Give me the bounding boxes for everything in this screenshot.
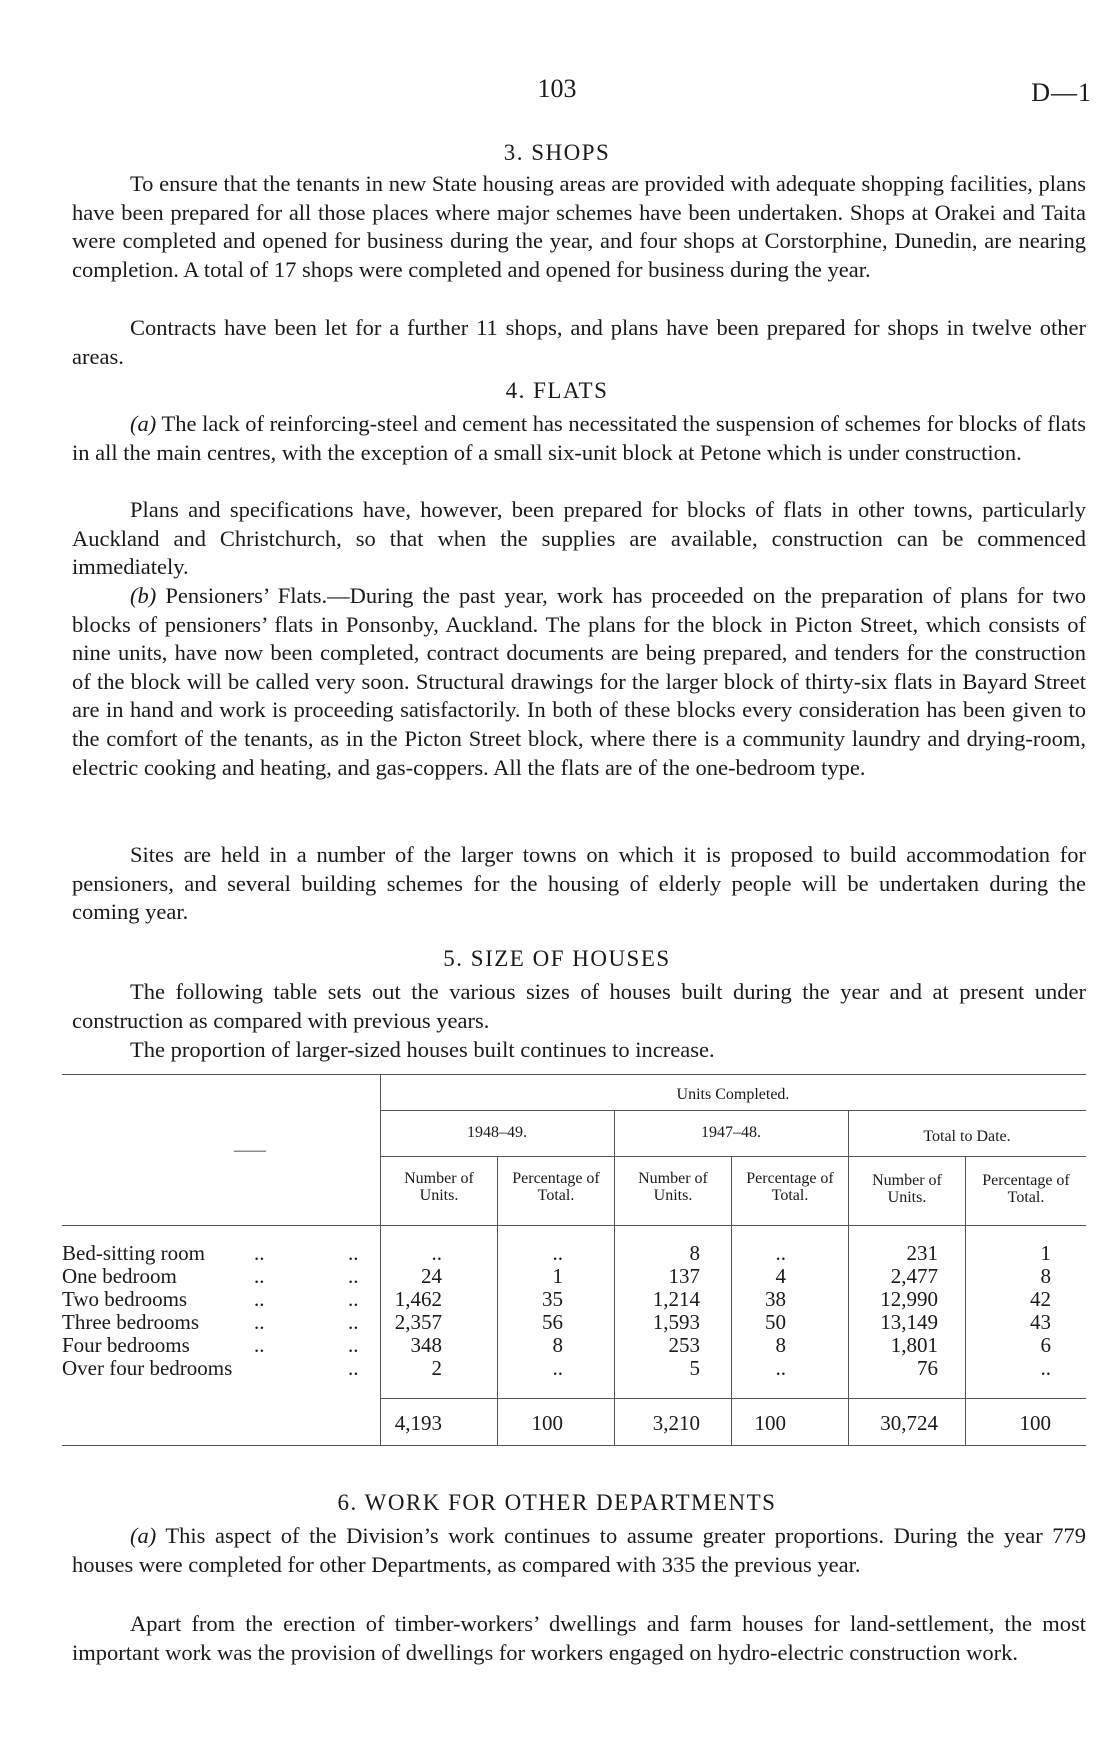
table-cell: 1,462 <box>394 1287 442 1311</box>
shops-paragraph-1: To ensure that the tenants in new State housing areas are provided with adequate shopping facilities, plans have been prepared for all those places where major schemes have been undertaken. Shops at Orakei and Taita were completed and opened for business during the year, and four shops at Corstorphine, Dunedin, are nearing completion. A total of 17 shops were completed and opened for business during the year. <box>72 171 1086 282</box>
table-header-number-of-units: Number of Units. <box>638 1170 708 1204</box>
table-dot-leader: .. <box>254 1287 265 1311</box>
flats-paragraph-a <box>72 410 1086 467</box>
section-heading-size-of-houses: 5. SIZE OF HOUSES <box>443 946 671 971</box>
flats-paragraph-plans: Plans and specifications have, however, been prepared for blocks of flats in other towns, particularly Auckland and Christchurch, so that when the supplies are available, construction can be commenced immediately. <box>72 497 1086 580</box>
table-header-period-1947-48: 1947–48. <box>701 1124 761 1141</box>
table-cell: 13,149 <box>880 1310 938 1334</box>
table-dot-leader: .. <box>348 1356 359 1380</box>
table-cell: .. <box>775 1241 786 1265</box>
table-header-number-of-units: Number of Units. <box>872 1172 942 1206</box>
table-cell: 56 <box>542 1310 563 1334</box>
table-cell: 1 <box>552 1264 563 1288</box>
table-row-label-two-bedrooms: Two bedrooms <box>62 1287 188 1311</box>
table-dot-leader: .. <box>348 1287 359 1311</box>
table-cell: 76 <box>917 1356 938 1380</box>
table-cell: .. <box>552 1241 563 1265</box>
table-top-rule <box>62 1074 1086 1075</box>
table-header-bottom-rule <box>62 1225 1086 1226</box>
table-total-cell: 100 <box>754 1411 786 1435</box>
table-header-total-to-date: Total to Date. <box>923 1128 1011 1145</box>
table-header-number-of-units: Number of Units. <box>404 1170 474 1204</box>
table-cell: 50 <box>765 1310 786 1334</box>
table-cell: 8 <box>689 1241 700 1265</box>
table-total-rule <box>380 1398 1086 1399</box>
section-heading-flats: 4. FLATS <box>505 378 609 403</box>
table-header-percentage-of-total: Percentage of Total. <box>982 1172 1070 1206</box>
other-departments-paragraph-a <box>72 1522 1086 1579</box>
table-stub-header: —— <box>234 1142 266 1159</box>
table-cell: 8 <box>775 1333 786 1357</box>
size-paragraph-1: The following table sets out the various sizes of houses built during the year and at present under construction as compared with previous years. <box>72 979 1086 1033</box>
flats-paragraph-b-label: (b) <box>130 583 157 608</box>
document-reference: D—1 <box>1031 78 1092 107</box>
table-total-cell: 30,724 <box>880 1411 938 1435</box>
table-cell: 231 <box>906 1241 938 1265</box>
table-cell: 35 <box>542 1287 563 1311</box>
table-dot-leader: .. <box>254 1333 265 1357</box>
table-dot-leader: .. <box>254 1310 265 1334</box>
flats-paragraph-b <box>72 582 1086 782</box>
table-rule-under-units-completed <box>380 1110 1086 1111</box>
table-cell: 1 <box>1040 1241 1051 1265</box>
table-dot-leader: .. <box>348 1241 359 1265</box>
table-total-cell: 100 <box>1019 1411 1051 1435</box>
table-cell: 1,214 <box>652 1287 700 1311</box>
table-cell: .. <box>431 1241 442 1265</box>
table-dot-leader: .. <box>348 1264 359 1288</box>
table-bottom-rule <box>62 1445 1086 1446</box>
table-cell: 137 <box>668 1264 700 1288</box>
table-cell: 43 <box>1030 1310 1051 1334</box>
table-cell: 253 <box>668 1333 700 1357</box>
table-cell: 348 <box>410 1333 442 1357</box>
table-row-label-four-bedrooms: Four bedrooms <box>62 1333 190 1357</box>
shops-paragraph-2: Contracts have been let for a further 11 shops, and plans have been prepared for shops in twelve other areas. <box>72 315 1086 369</box>
flats-paragraph-a-text: The lack of reinforcing-steel and cement has necessitated the suspension of schemes for blocks of flats in all the main centres, with the exception of a small six-unit block at Petone which is under construction. <box>72 411 1086 465</box>
table-dot-leader: .. <box>348 1310 359 1334</box>
table-cell: .. <box>775 1356 786 1380</box>
table-cell: 8 <box>1040 1264 1051 1288</box>
table-cell: 8 <box>552 1333 563 1357</box>
table-cell: 2 <box>431 1356 442 1380</box>
table-cell: 5 <box>689 1356 700 1380</box>
table-dot-leader: .. <box>254 1264 265 1288</box>
table-row-label-three-bedrooms: Three bedrooms <box>62 1310 200 1334</box>
section-heading-work-for-other-departments: 6. WORK FOR OTHER DEPARTMENTS <box>337 1490 777 1515</box>
table-header-units-completed: Units Completed. <box>676 1086 790 1103</box>
table-rule-under-periods <box>380 1156 1086 1157</box>
table-cell: .. <box>552 1356 563 1380</box>
table-row-label-bed-sitting-room: Bed-sitting room <box>62 1241 205 1265</box>
table-cell: 2,477 <box>890 1264 938 1288</box>
table-cell: 24 <box>421 1264 442 1288</box>
section-heading-shops: 3. SHOPS <box>503 140 611 165</box>
table-total-cell: 4,193 <box>394 1411 442 1435</box>
table-cell: 4 <box>775 1264 786 1288</box>
table-header-percentage-of-total: Percentage of Total. <box>512 1170 600 1204</box>
table-total-cell: 100 <box>531 1411 563 1435</box>
table-row-label-one-bedroom: One bedroom <box>62 1264 177 1288</box>
flats-paragraph-b-text: Pensioners’ Flats.—During the past year, work has proceeded on the preparation of plans for two blocks of pensioners’ flats in Ponsonby, Auckland. The plans for the block in Picton Street, which consists of nine units, have now been completed, contract documents are being prepared, and tenders for the construction of the block will be called very soon. Structural drawings for the larger block of thirty-six flats in Bayard Street are in hand and work is proceeding satisfactorily. In both of these blocks every consideration has been given to the comfort of the tenants, as in the Picton Street block, where there is a community laundry and drying-room, electric cooking and heating, and gas-coppers. All the flats are of the one-bedroom type. <box>72 583 1086 780</box>
other-departments-paragraph-a-label: (a) <box>130 1523 157 1548</box>
flats-paragraph-a-label: (a) <box>130 411 157 436</box>
table-dot-leader: .. <box>254 1241 265 1265</box>
table-row-label-over-four-bedrooms: Over four bedrooms <box>62 1356 233 1380</box>
other-departments-paragraph-2: Apart from the erection of timber-workers’ dwellings and farm houses for land-settlement, the most important work was the provision of dwellings for workers engaged on hydro-electric construction work. <box>72 1611 1086 1665</box>
table-cell: 42 <box>1030 1287 1051 1311</box>
table-cell: 12,990 <box>880 1287 938 1311</box>
flats-paragraph-sites: Sites are held in a number of the larger towns on which it is proposed to build accommodation for pensioners, and several building schemes for the housing of elderly people will be undertaken during the coming year. <box>72 842 1086 925</box>
table-header-period-1948-49: 1948–49. <box>467 1124 527 1141</box>
table-total-cell: 3,210 <box>652 1411 700 1435</box>
table-dot-leader: .. <box>348 1333 359 1357</box>
size-paragraph-2: The proportion of larger-sized houses built continues to increase. <box>130 1037 715 1062</box>
other-departments-paragraph-a-text: This aspect of the Division’s work continues to assume greater proportions. During the year 779 houses were completed for other Departments, as compared with 335 the previous year. <box>72 1523 1086 1577</box>
table-cell: 38 <box>765 1287 786 1311</box>
table-header-percentage-of-total: Percentage of Total. <box>746 1170 834 1204</box>
table-cell: .. <box>1040 1356 1051 1380</box>
table-cell: 2,357 <box>394 1310 442 1334</box>
table-cell: 1,801 <box>890 1333 938 1357</box>
table-cell: 6 <box>1040 1333 1051 1357</box>
table-cell: 1,593 <box>652 1310 700 1334</box>
page-number: 103 <box>537 74 577 103</box>
